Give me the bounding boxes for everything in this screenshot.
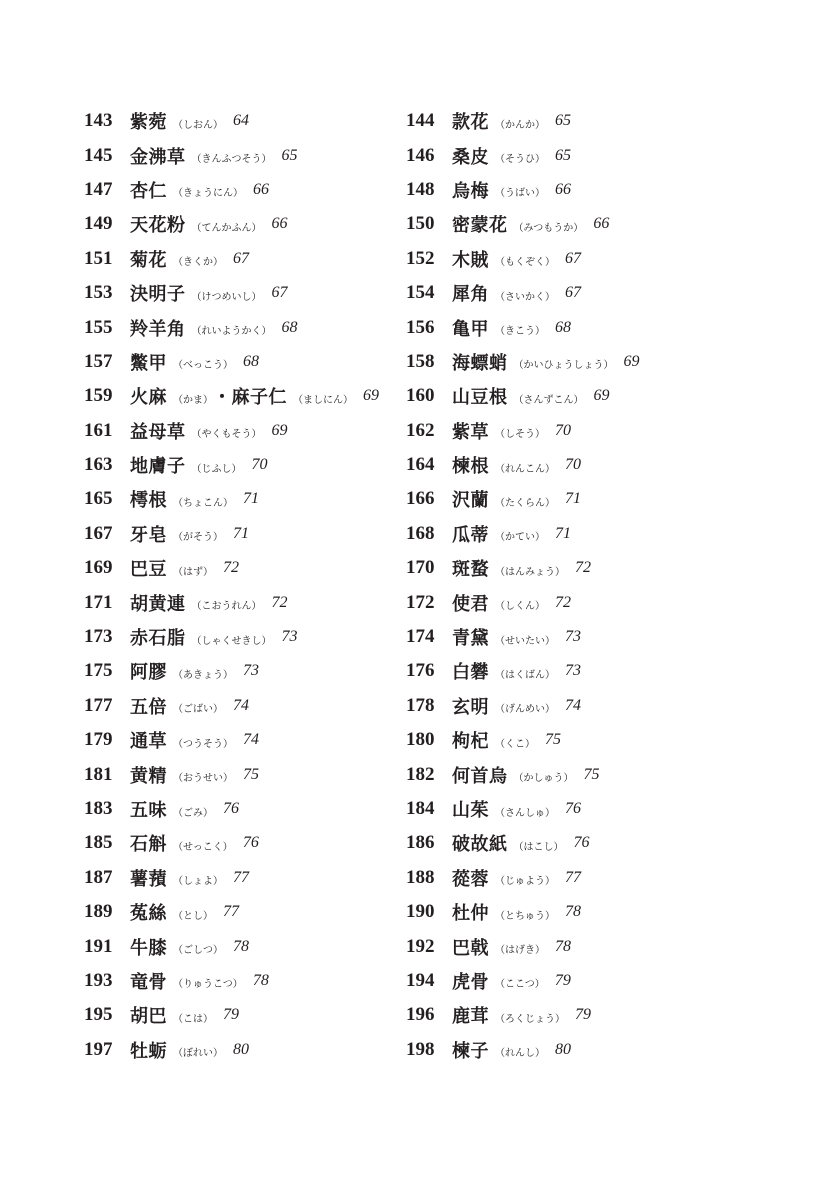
entry-number: 190 (406, 901, 435, 923)
entry-reading: （けつめいし） (191, 291, 262, 303)
index-entry (406, 861, 736, 895)
entry-number: 176 (406, 660, 435, 682)
entry-page-number: 79 (223, 1006, 239, 1024)
entry-number: 179 (84, 729, 113, 751)
entry-name: 楝根 (452, 456, 489, 478)
entry-number: 170 (406, 557, 435, 579)
entry-name: 五倍 (130, 696, 167, 718)
index-column-right (406, 104, 736, 1067)
index-entry (84, 792, 414, 826)
entry-page-number: 75 (545, 731, 561, 749)
entry-number: 168 (406, 522, 435, 544)
index-entry (84, 345, 414, 379)
entry-number: 178 (406, 694, 435, 716)
entry-name: 使君 (452, 593, 489, 615)
entry-name: 通草 (130, 731, 167, 753)
entry-page-number: 66 (253, 180, 269, 198)
entry-number: 174 (406, 626, 435, 648)
index-entry (406, 585, 736, 619)
entry-number: 189 (84, 901, 113, 923)
entry-reading: （てんかふん） (191, 222, 262, 234)
entry-reading: （かてい） (495, 532, 545, 544)
entry-name: 何首烏 (452, 765, 508, 787)
index-entry (84, 310, 414, 344)
index-entry (84, 861, 414, 895)
entry-name: 白礬 (452, 662, 489, 684)
entry-number: 163 (84, 454, 113, 476)
entry-number: 192 (406, 935, 435, 957)
entry-number: 167 (84, 522, 113, 544)
entry-number: 156 (406, 316, 435, 338)
entry-number: 172 (406, 591, 435, 613)
entry-reading: （せっこく） (173, 841, 233, 853)
entry-number: 180 (406, 729, 435, 751)
entry-page-number: 68 (281, 318, 298, 336)
entry-name: 杏仁 (130, 180, 167, 202)
entry-number: 157 (84, 350, 113, 372)
entry-page-number: 69 (593, 387, 610, 405)
entry-name: 沢蘭 (452, 490, 489, 512)
entry-page-number: 75 (583, 765, 600, 783)
entry-name-secondary: ・麻子仁 (213, 387, 287, 409)
entry-number: 198 (406, 1038, 435, 1060)
entry-number: 194 (406, 969, 435, 991)
entry-name: 斑蝥 (452, 559, 489, 581)
index-entry (84, 379, 414, 413)
entry-reading: （れんし） (495, 1048, 545, 1060)
index-entry (84, 482, 414, 516)
entry-name: 款花 (452, 112, 489, 134)
entry-name: 牙皂 (130, 524, 167, 546)
index-entry (406, 448, 736, 482)
entry-name: 赤石脂 (130, 628, 186, 650)
entry-number: 153 (84, 282, 113, 304)
entry-page-number: 77 (565, 868, 581, 886)
entry-reading: （れんこん） (495, 463, 555, 475)
entry-number: 193 (84, 969, 113, 991)
entry-reading: （きくか） (173, 257, 223, 269)
entry-reading: （おうせい） (173, 773, 233, 785)
entry-reading: （みつもうか） (513, 222, 584, 234)
index-entry (406, 723, 736, 757)
entry-page-number: 79 (554, 971, 571, 989)
index-entry (406, 482, 736, 516)
index-entry (406, 207, 736, 241)
index-entry (84, 276, 414, 310)
entry-page-number: 69 (271, 421, 288, 439)
entry-page-number: 71 (565, 490, 581, 508)
entry-page-number: 74 (565, 696, 581, 714)
index-entry (406, 517, 736, 551)
index-entry (406, 551, 736, 585)
entry-reading-secondary: （ましにん） (293, 394, 353, 406)
entry-name: 鹿茸 (452, 1006, 489, 1028)
entry-page-number: 78 (252, 971, 269, 989)
index-entry (406, 757, 736, 791)
entry-number: 177 (84, 694, 113, 716)
entry-page-number: 73 (565, 662, 581, 680)
index-entry (406, 1033, 736, 1067)
index-entry (84, 207, 414, 241)
index-entry (406, 654, 736, 688)
index-entry (84, 654, 414, 688)
entry-reading: （はんみょう） (495, 566, 565, 578)
entry-number: 182 (406, 763, 435, 785)
entry-name: 紫菀 (130, 112, 167, 134)
entry-reading: （はこし） (513, 841, 564, 853)
index-entry (84, 585, 414, 619)
entry-reading: （やくもそう） (191, 429, 262, 441)
entry-page-number: 71 (233, 524, 249, 542)
entry-page-number: 71 (555, 524, 571, 542)
index-entry (84, 826, 414, 860)
entry-number: 195 (84, 1004, 113, 1026)
entry-name: 金沸草 (130, 146, 186, 168)
entry-page-number: 64 (233, 112, 249, 130)
index-entry (406, 345, 736, 379)
entry-number: 148 (406, 178, 435, 200)
entry-page-number: 69 (363, 387, 379, 405)
entry-page-number: 71 (243, 490, 259, 508)
entry-number: 169 (84, 557, 113, 579)
entry-page-number: 78 (555, 937, 571, 955)
entry-number: 184 (406, 798, 435, 819)
index-entry (84, 242, 414, 276)
entry-reading: （ここつ） (495, 979, 545, 991)
entry-name: 亀甲 (452, 318, 489, 340)
entry-reading: （はず） (173, 566, 213, 578)
index-entry (84, 1033, 414, 1067)
entry-reading: （きこう） (495, 326, 545, 338)
entry-page-number: 70 (555, 421, 571, 439)
entry-reading: （ごばい） (173, 704, 223, 716)
entry-number: 149 (84, 213, 113, 235)
entry-reading: （しそう） (495, 429, 545, 441)
entry-name: 薯蕷 (130, 868, 167, 890)
entry-name: 胡巴 (130, 1006, 167, 1028)
entry-page-number: 74 (233, 696, 249, 714)
index-entry (406, 689, 736, 723)
entry-number: 181 (84, 763, 113, 785)
entry-name: 決明子 (130, 284, 186, 306)
entry-page-number: 66 (593, 215, 610, 233)
entry-page-number: 74 (243, 731, 259, 749)
index-entry (406, 792, 736, 826)
entry-name: 竜骨 (130, 971, 167, 993)
entry-name: 紫草 (452, 421, 489, 443)
entry-reading: （そうひ） (495, 154, 545, 166)
index-entry (84, 689, 414, 723)
entry-page-number: 67 (271, 284, 288, 302)
entry-name: 胡黄連 (130, 593, 186, 615)
entry-number: 186 (406, 832, 435, 854)
index-entry (406, 310, 736, 344)
entry-page-number: 67 (565, 249, 581, 267)
entry-page-number: 70 (565, 456, 581, 474)
index-entry (84, 929, 414, 963)
index-entry (406, 964, 736, 998)
entry-name: 菊花 (130, 249, 167, 271)
entry-reading: （かしゅう） (513, 773, 574, 785)
entry-number: 143 (84, 110, 113, 132)
entry-number: 188 (406, 866, 435, 888)
entry-reading: （しくん） (495, 601, 545, 613)
entry-reading: （しゃくせきし） (191, 635, 272, 647)
entry-name: 虎骨 (452, 971, 489, 993)
entry-number: 187 (84, 866, 113, 888)
index-entry (84, 895, 414, 929)
entry-page-number: 66 (271, 215, 288, 233)
entry-number: 173 (84, 626, 113, 648)
entry-reading: （あきょう） (173, 669, 233, 681)
entry-name: 黄精 (130, 765, 167, 787)
entry-page-number: 75 (243, 765, 259, 783)
entry-page-number: 80 (555, 1040, 571, 1058)
entry-name: 牛膝 (130, 937, 167, 959)
entry-name: 玄明 (452, 696, 489, 718)
entry-reading: （じふし） (191, 463, 242, 475)
entry-reading: （せいたい） (495, 635, 555, 647)
entry-number: 150 (406, 213, 435, 235)
entry-page-number: 65 (555, 112, 571, 130)
entry-number: 175 (84, 660, 113, 682)
entry-reading: （とちゅう） (495, 910, 555, 922)
entry-number: 166 (406, 488, 435, 510)
entry-name: 菟絲 (130, 903, 167, 925)
entry-name: 石斛 (130, 834, 167, 856)
entry-reading: （たくらん） (495, 497, 555, 509)
entry-reading: （こは） (173, 1013, 213, 1025)
entry-name: 犀角 (452, 284, 489, 306)
entry-reading: （さいかく） (495, 291, 555, 303)
entry-name: 青黛 (452, 628, 489, 650)
entry-reading: （きょうにん） (173, 188, 243, 200)
entry-page-number: 72 (271, 593, 288, 611)
entry-page-number: 68 (243, 352, 259, 370)
entry-number: 160 (406, 385, 435, 407)
entry-page-number: 72 (223, 559, 239, 577)
entry-page-number: 76 (565, 800, 581, 817)
entry-number: 171 (84, 591, 113, 613)
entry-reading: （さんしゅ） (495, 807, 555, 819)
entry-reading: （ごしつ） (173, 945, 223, 957)
entry-name: 羚羊角 (130, 318, 186, 340)
entry-reading: （がそう） (173, 532, 223, 544)
index-entry (84, 757, 414, 791)
entry-page-number: 72 (555, 593, 571, 611)
entry-reading: （くこ） (495, 738, 535, 750)
entry-page-number: 67 (565, 284, 581, 302)
entry-number: 147 (84, 178, 113, 200)
index-entry (84, 448, 414, 482)
entry-page-number: 67 (233, 249, 249, 267)
index-entry (406, 414, 736, 448)
entry-name: 益母草 (130, 421, 186, 443)
entry-reading: （はくばん） (495, 669, 555, 681)
entry-name: 天花粉 (130, 215, 186, 237)
entry-number: 196 (406, 1004, 435, 1026)
entry-name: 牡蛎 (130, 1040, 167, 1062)
entry-name: 巴戟 (452, 937, 489, 959)
entry-reading: （べっこう） (173, 360, 233, 372)
entry-page-number: 65 (281, 146, 298, 164)
entry-name: 枸杞 (452, 731, 489, 753)
entry-reading: （げんめい） (495, 704, 555, 716)
entry-page-number: 73 (565, 628, 581, 646)
index-entry (406, 379, 736, 413)
entry-number: 197 (84, 1038, 113, 1060)
entry-number: 146 (406, 144, 435, 166)
entry-name: 楝子 (452, 1040, 489, 1062)
index-entry (406, 895, 736, 929)
entry-number: 164 (406, 454, 435, 476)
entry-reading: （きんふつそう） (191, 154, 272, 166)
entry-number: 159 (84, 385, 113, 407)
entry-reading: （れいようかく） (191, 326, 272, 338)
entry-name: 山豆根 (452, 387, 508, 409)
entry-page-number: 73 (281, 628, 298, 646)
entry-reading: （かんか） (495, 119, 545, 131)
entry-page-number: 72 (575, 559, 591, 577)
entry-page-number: 73 (243, 662, 259, 680)
entry-page-number: 78 (565, 903, 581, 921)
index-entry (406, 276, 736, 310)
entry-name: 密蒙花 (452, 215, 508, 237)
entry-number: 165 (84, 488, 113, 510)
entry-reading: （はげき） (495, 945, 545, 957)
entry-reading: （ろくじょう） (495, 1013, 565, 1025)
index-entry (84, 104, 414, 138)
entry-page-number: 79 (575, 1006, 591, 1024)
index-entry (84, 173, 414, 207)
index-entry (406, 104, 736, 138)
entry-page-number: 66 (555, 180, 571, 198)
entry-reading: （じゅよう） (495, 876, 555, 888)
entry-number: 151 (84, 247, 113, 269)
index-entry (84, 138, 414, 172)
entry-reading: （こおうれん） (191, 601, 262, 613)
index-entry (406, 173, 736, 207)
entry-name: 火麻 (130, 387, 167, 409)
entry-page-number: 70 (251, 456, 268, 474)
index-entry (406, 826, 736, 860)
entry-name: 瓜蒂 (452, 524, 489, 546)
entry-number: 191 (84, 935, 113, 957)
entry-reading: （つうそう） (173, 738, 233, 750)
index-entry (406, 242, 736, 276)
entry-reading: （しおん） (173, 119, 223, 131)
entry-reading: （とし） (173, 910, 213, 922)
entry-number: 162 (406, 419, 435, 441)
entry-page-number: 77 (223, 903, 239, 921)
entry-page-number: 77 (233, 868, 249, 886)
entry-name: 阿膠 (130, 662, 167, 684)
entry-name: 木賊 (452, 249, 489, 271)
index-entry (84, 620, 414, 654)
entry-reading: （ぼれい） (173, 1048, 223, 1060)
entry-name: 桑皮 (452, 146, 489, 168)
entry-reading: （ごみ） (173, 807, 213, 819)
entry-reading: （かま） (173, 394, 213, 406)
entry-page-number: 69 (623, 352, 640, 370)
entry-number: 183 (84, 798, 113, 819)
entry-number: 145 (84, 144, 113, 166)
entry-name: 山茱 (452, 800, 489, 821)
entry-page-number: 76 (242, 834, 259, 852)
entry-reading: （かいひょうしょう） (513, 360, 614, 372)
index-entry (406, 998, 736, 1032)
index-entry (84, 517, 414, 551)
entry-number: 155 (84, 316, 113, 338)
entry-page-number: 65 (555, 146, 571, 164)
entry-name: 蓯蓉 (452, 868, 489, 890)
entry-reading: （もくぞく） (495, 257, 555, 269)
entry-number: 144 (406, 110, 435, 132)
entry-number: 154 (406, 282, 435, 304)
entry-number: 185 (84, 832, 113, 854)
index-entry (84, 998, 414, 1032)
entry-reading: （うばい） (495, 188, 545, 200)
index-column-left (84, 104, 414, 1067)
entry-number: 158 (406, 350, 435, 372)
entry-name: 杜仲 (452, 903, 489, 925)
entry-reading: （りゅうこつ） (173, 979, 243, 991)
index-entry (406, 620, 736, 654)
index-entry (84, 551, 414, 585)
entry-name: 樗根 (130, 490, 167, 512)
index-entry (406, 138, 736, 172)
entry-reading: （さんずこん） (513, 394, 584, 406)
entry-name: 五味 (130, 800, 167, 821)
index-entry (84, 723, 414, 757)
entry-page-number: 68 (555, 318, 571, 336)
entry-number: 152 (406, 247, 435, 269)
entry-page-number: 76 (223, 800, 239, 817)
entry-page-number: 80 (233, 1040, 249, 1058)
entry-reading: （ちょこん） (173, 497, 233, 509)
index-entry (84, 414, 414, 448)
entry-name: 地膚子 (130, 456, 186, 478)
entry-name: 破故紙 (452, 834, 508, 856)
entry-name: 烏梅 (452, 180, 489, 202)
entry-name: 巴豆 (130, 559, 167, 581)
entry-page-number: 78 (233, 937, 249, 955)
entry-name: 鱉甲 (130, 352, 167, 374)
index-entry (406, 929, 736, 963)
entry-name: 海螵蛸 (452, 352, 508, 374)
entry-number: 161 (84, 419, 113, 441)
entry-reading: （しょよ） (173, 876, 223, 888)
index-entry (84, 964, 414, 998)
entry-page-number: 76 (573, 834, 590, 852)
